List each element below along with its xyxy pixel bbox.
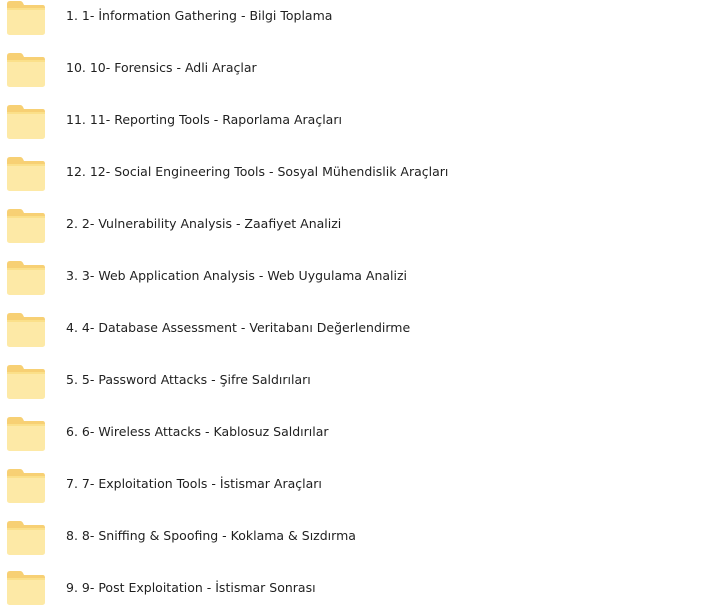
folder-row[interactable] <box>0 198 703 250</box>
folder-row[interactable] <box>0 94 703 146</box>
folder-icon <box>6 468 46 504</box>
folder-icon <box>6 208 46 244</box>
folder-icon <box>6 570 46 606</box>
folder-icon <box>6 520 46 556</box>
folder-row[interactable] <box>0 146 703 198</box>
folder-row[interactable] <box>0 510 703 562</box>
folder-row[interactable] <box>0 560 703 612</box>
folder-row[interactable] <box>0 406 703 458</box>
folder-name: 5. 5- Password Attacks - Şifre Saldırıları <box>66 372 311 387</box>
folder-name: 12. 12- Social Engineering Tools - Sosyal Mühendislik Araçları <box>66 164 449 179</box>
folder-icon <box>6 416 46 452</box>
folder-row[interactable] <box>0 354 703 406</box>
folder-icon <box>6 260 46 296</box>
folder-icon <box>6 52 46 88</box>
folder-row[interactable] <box>0 250 703 302</box>
folder-name: 8. 8- Sniffing & Spoofing - Koklama & Sızdırma <box>66 528 356 543</box>
folder-name: 1. 1- İnformation Gathering - Bilgi Toplama <box>66 8 333 23</box>
folder-row[interactable] <box>0 458 703 510</box>
folder-name: 2. 2- Vulnerability Analysis - Zaafiyet Analizi <box>66 216 342 231</box>
folder-name: 9. 9- Post Exploitation - İstismar Sonrası <box>66 580 316 595</box>
folder-icon <box>6 0 46 36</box>
folder-icon <box>6 312 46 348</box>
folder-row[interactable] <box>0 0 703 42</box>
folder-icon <box>6 104 46 140</box>
folder-name: 7. 7- Exploitation Tools - İstismar Araçları <box>66 476 322 491</box>
folder-icon <box>6 156 46 192</box>
folder-name: 11. 11- Reporting Tools - Raporlama Araçları <box>66 112 342 127</box>
folder-name: 4. 4- Database Assessment - Veritabanı Değerlendirme <box>66 320 411 335</box>
folder-row[interactable] <box>0 302 703 354</box>
folder-name: 10. 10- Forensics - Adli Araçlar <box>66 60 257 75</box>
folder-icon <box>6 364 46 400</box>
folder-name: 6. 6- Wireless Attacks - Kablosuz Saldırılar <box>66 424 329 439</box>
folder-row[interactable] <box>0 42 703 94</box>
folder-name: 3. 3- Web Application Analysis - Web Uygulama Analizi <box>66 268 408 283</box>
